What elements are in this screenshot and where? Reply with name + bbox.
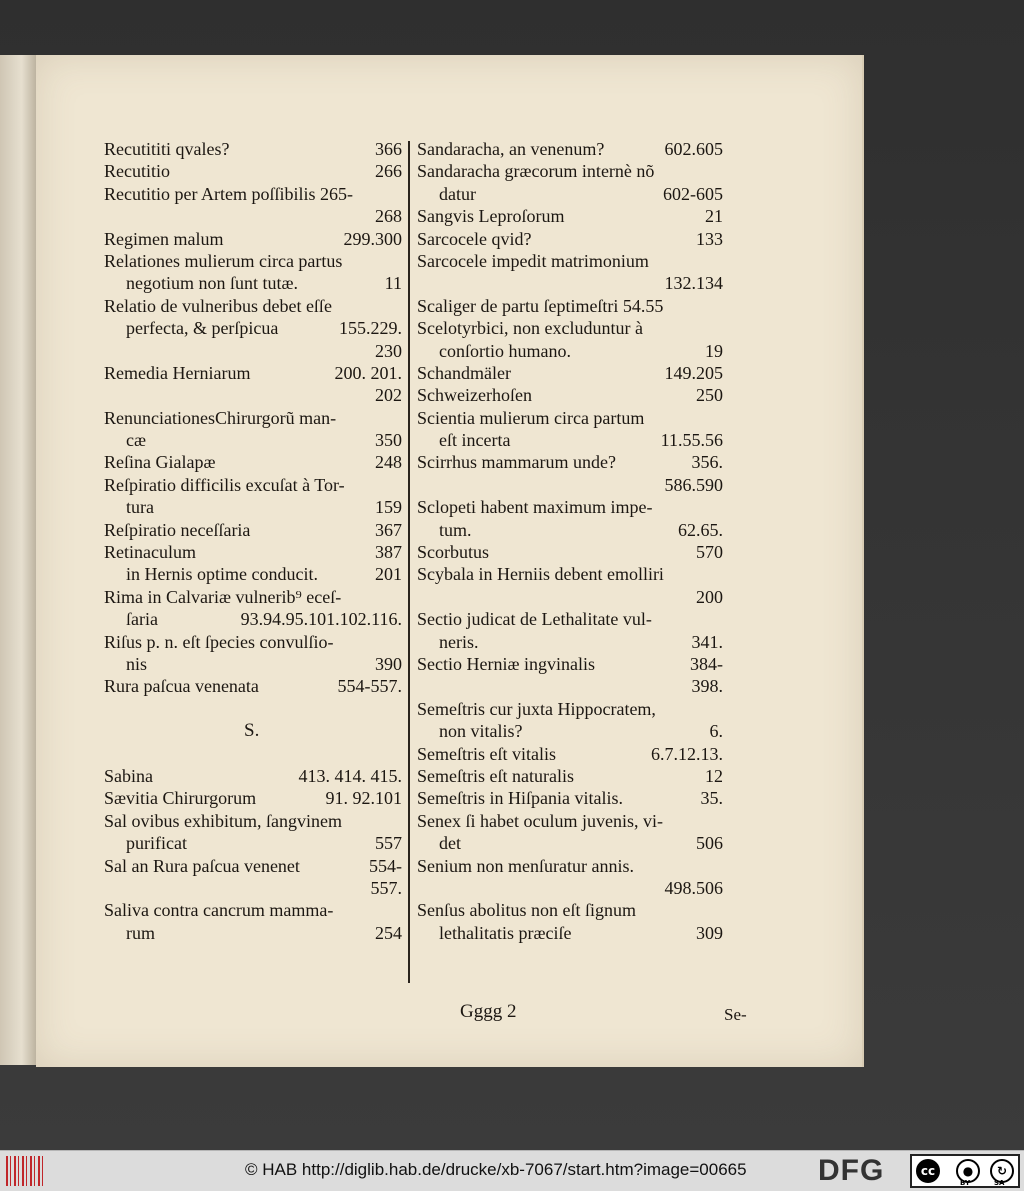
entry-page-ref: 309 [696, 922, 723, 943]
entry-term: Sectio Herniæ ingvinalis [417, 653, 595, 674]
entry-term: tum. [439, 519, 472, 540]
entry-term: Semeſtris eſt naturalis [417, 765, 574, 786]
entry-page-ref: 350 [375, 430, 402, 451]
index-entry [104, 272, 402, 294]
entry-page-ref: 6.7.12.13. [651, 743, 723, 764]
index-entry [417, 877, 723, 899]
entry-term: purificat [126, 833, 187, 854]
entry-page-ref: 602-605 [663, 183, 723, 204]
entry-term: Relatio de vulneribus debet eſſe [104, 295, 332, 316]
signature-mark: Gggg 2 [460, 1001, 517, 1022]
index-entry [104, 228, 402, 250]
index-entry [417, 429, 723, 451]
entry-page-ref: 19 [705, 340, 723, 361]
entry-page-ref: 506 [696, 833, 723, 854]
entry-term: rum [126, 922, 155, 943]
index-entry [104, 362, 402, 384]
index-entry [417, 922, 723, 944]
entry-page-ref: 570 [696, 542, 723, 563]
index-entry [104, 563, 402, 585]
entry-page-ref: 149.205 [664, 362, 723, 383]
index-entry [104, 608, 402, 630]
index-entry [417, 675, 723, 697]
index-entry [104, 340, 402, 362]
entry-term: Riſus p. n. eſt ſpecies convulſio- [104, 631, 334, 652]
index-entry [417, 787, 723, 809]
entry-term: Sarcocele impedit matrimonium [417, 250, 649, 271]
entry-term: Retinaculum [104, 542, 196, 563]
index-entry [417, 519, 723, 541]
entry-term: Reſina Gialapæ [104, 452, 216, 473]
dfg-logo: DFG [818, 1154, 885, 1187]
copyright-link[interactable]: © HAB http://diglib.hab.de/drucke/xb-7067/start.htm?image=00665 [245, 1160, 747, 1179]
entry-term: Sangvis Leproſorum [417, 206, 565, 227]
entry-page-ref: 554-557. [337, 676, 402, 697]
index-entry [104, 631, 402, 653]
entry-page-ref: 21 [705, 206, 723, 227]
index-entry [104, 653, 402, 675]
entry-term: neris. [439, 631, 479, 652]
entry-page-ref: 557 [375, 833, 402, 854]
index-entry [104, 810, 402, 832]
entry-term: nis [126, 653, 148, 674]
hab-logo-icon [6, 1156, 46, 1186]
entry-term: perfecta, & perſpicua [126, 318, 279, 339]
index-entry [104, 765, 402, 787]
entry-term: Senium non menſuratur annis. [417, 855, 634, 876]
entry-term: Semeſtris eſt vitalis [417, 743, 556, 764]
cc-icon: cc [916, 1159, 940, 1183]
index-entry [104, 899, 402, 921]
entry-term: Sectio judicat de Lethalitate vul- [417, 609, 652, 630]
entry-term: conſortio humano. [439, 340, 571, 361]
index-entry [104, 384, 402, 406]
index-entry [417, 631, 723, 653]
entry-page-ref: 299.300 [343, 228, 402, 249]
entry-term: Semeſtris in Hiſpania vitalis. [417, 788, 623, 809]
entry-page-ref: 557. [370, 877, 402, 898]
index-entry [417, 563, 723, 585]
entry-page-ref: 341. [691, 631, 723, 652]
entry-term: datur [439, 183, 476, 204]
entry-page-ref: 202 [375, 385, 402, 406]
index-entry [104, 877, 402, 899]
index-entry [104, 541, 402, 563]
entry-term: Scybala in Herniis debent emolliri [417, 564, 664, 585]
entry-term: Recutitio [104, 161, 170, 182]
entry-page-ref: 35. [700, 788, 723, 809]
index-entry [417, 407, 723, 429]
index-entry [104, 720, 402, 742]
entry-page-ref: 398. [691, 676, 723, 697]
index-entry [104, 855, 402, 877]
index-entry [417, 317, 723, 339]
entry-page-ref: 155.229. [339, 318, 402, 339]
entry-page-ref: 12 [705, 765, 723, 786]
entry-term: RenunciationesChirurgorũ man- [104, 407, 337, 428]
index-entry [104, 160, 402, 182]
entry-term: Scientia mulierum circa partum [417, 407, 645, 428]
entry-term: Rima in Calvariæ vulnerib⁹ eceſ- [104, 586, 342, 607]
entry-term: Sclopeti habent maximum impe- [417, 497, 653, 518]
entry-page-ref: 602.605 [664, 139, 723, 159]
index-entry [417, 250, 723, 272]
index-entry [104, 698, 402, 720]
index-entry [417, 720, 723, 742]
index-entry [104, 205, 402, 227]
index-entry [104, 743, 402, 765]
entry-page-ref: 200 [696, 586, 723, 607]
entry-page-ref: 11 [384, 273, 402, 294]
entry-page-ref: 413. 414. 415. [298, 765, 402, 786]
entry-term: Recutitio per Artem poſſibilis 265- [104, 183, 353, 204]
index-entry [417, 340, 723, 362]
index-entry [417, 810, 723, 832]
entry-term: Regimen malum [104, 228, 224, 249]
entry-term: S. [244, 720, 260, 742]
entry-page-ref: 93.94.95.101.102.116. [240, 609, 402, 630]
index-entry [104, 675, 402, 697]
entry-page-ref: 254 [375, 922, 402, 943]
index-entry [104, 429, 402, 451]
entry-term: Relationes mulierum circa partus [104, 250, 343, 271]
index-entry [104, 407, 402, 429]
entry-term: Scaliger de partu ſeptimeſtri 54.55 [417, 295, 664, 316]
index-entry [104, 787, 402, 809]
entry-term: Rura paſcua venenata [104, 676, 259, 697]
entry-page-ref: 266 [375, 161, 402, 182]
facing-page-edge [0, 55, 36, 1065]
index-entry [104, 138, 402, 160]
entry-term: Saliva contra cancrum mamma- [104, 900, 334, 921]
entry-term: negotium non ſunt tutæ. [126, 273, 299, 294]
index-entry [104, 922, 402, 944]
entry-term: Reſpiratio difficilis excuſat à Tor- [104, 474, 345, 495]
index-entry [417, 160, 723, 182]
entry-page-ref: 201 [375, 564, 402, 585]
by-person-icon: ● [956, 1159, 980, 1183]
entry-term: Sarcocele qvid? [417, 228, 532, 249]
entry-term: Scelotyrbici, non excluduntur à [417, 318, 643, 339]
entry-term: Schweizerhoſen [417, 385, 532, 406]
entry-page-ref: 132.134 [664, 273, 723, 294]
entry-term: eſt incerta [439, 430, 511, 451]
entry-term: non vitalis? [439, 721, 523, 742]
entry-term: Senex ſi habet oculum juvenis, vi- [417, 810, 663, 831]
entry-page-ref: 356. [691, 452, 723, 473]
license-sa-label: SA [994, 1179, 1005, 1187]
index-entry [417, 272, 723, 294]
index-entry [104, 183, 402, 205]
entry-term: cæ [126, 430, 146, 451]
entry-page-ref: 367 [375, 519, 402, 540]
index-entry [417, 586, 723, 608]
entry-term: Remedia Herniarum [104, 362, 251, 383]
entry-page-ref: 384- [690, 653, 723, 674]
index-entry [417, 451, 723, 473]
entry-term: lethalitatis præciſe [439, 922, 572, 943]
index-entry [417, 138, 723, 160]
entry-term: Sandaracha græcorum internè nõ [417, 161, 655, 182]
entry-term: Sal ovibus exhibitum, ſangvinem [104, 810, 342, 831]
sa-share-icon: ↻ [990, 1159, 1014, 1183]
license-by-label: BY [960, 1179, 971, 1187]
entry-page-ref: 387 [375, 542, 402, 563]
entry-term: ſaria [126, 609, 158, 630]
index-entry [104, 451, 402, 473]
entry-term: Scorbutus [417, 542, 489, 563]
index-entry [417, 653, 723, 675]
index-entry [417, 362, 723, 384]
entry-term: det [439, 833, 461, 854]
catchword: Se- [724, 1005, 747, 1024]
index-entry [104, 519, 402, 541]
entry-page-ref: 91. 92.101 [325, 788, 402, 809]
index-entry [104, 832, 402, 854]
footer-bar [0, 1150, 1024, 1191]
entry-page-ref: 11.55.56 [660, 430, 723, 451]
entry-term: Senſus abolitus non eſt ſignum [417, 900, 636, 921]
entry-term: Sal an Rura paſcua venenet [104, 855, 300, 876]
index-column-left [104, 138, 402, 944]
index-entry [417, 384, 723, 406]
entry-page-ref: 133 [696, 228, 723, 249]
column-divider [408, 141, 410, 983]
index-entry [104, 496, 402, 518]
index-entry [417, 541, 723, 563]
entry-term: tura [126, 497, 154, 518]
entry-term: Sabina [104, 765, 153, 786]
index-entry [104, 317, 402, 339]
entry-term: Sandaracha, an venenum? [417, 139, 605, 159]
index-entry [417, 608, 723, 630]
entry-page-ref: 200. 201. [334, 362, 402, 383]
index-entry [417, 205, 723, 227]
index-entry [417, 855, 723, 877]
index-entry [417, 899, 723, 921]
entry-page-ref: 554- [369, 855, 402, 876]
entry-term: Reſpiratio neceſſaria [104, 519, 251, 540]
index-entry [417, 183, 723, 205]
index-entry [104, 474, 402, 496]
index-entry [417, 474, 723, 496]
entry-page-ref: 250 [696, 385, 723, 406]
index-entry [417, 295, 723, 317]
entry-term: Recutititi qvales? [104, 139, 230, 159]
entry-page-ref: 366 [375, 139, 402, 159]
entry-term: Sævitia Chirurgorum [104, 788, 257, 809]
entry-page-ref: 248 [375, 452, 402, 473]
index-entry [104, 295, 402, 317]
book-page [36, 55, 864, 1067]
index-entry [104, 250, 402, 272]
entry-term: in Hernis optime conducit. [126, 564, 318, 585]
index-entry [417, 228, 723, 250]
entry-page-ref: 6. [709, 721, 723, 742]
entry-term: Semeſtris cur juxta Hippocratem, [417, 698, 656, 719]
index-entry [417, 496, 723, 518]
entry-page-ref: 230 [375, 340, 402, 361]
entry-page-ref: 390 [375, 653, 402, 674]
entry-page-ref: 586.590 [664, 474, 723, 495]
index-entry [417, 765, 723, 787]
entry-term: Scirrhus mammarum unde? [417, 452, 616, 473]
entry-page-ref: 62.65. [678, 519, 723, 540]
index-entry [417, 698, 723, 720]
index-column-right [417, 138, 723, 944]
cc-license-badge[interactable] [910, 1154, 1020, 1188]
entry-page-ref: 268 [375, 206, 402, 227]
entry-page-ref: 498.506 [664, 877, 723, 898]
index-entry [104, 586, 402, 608]
index-entry [417, 832, 723, 854]
entry-page-ref: 159 [375, 497, 402, 518]
index-entry [417, 743, 723, 765]
entry-term: Schandmäler [417, 362, 511, 383]
